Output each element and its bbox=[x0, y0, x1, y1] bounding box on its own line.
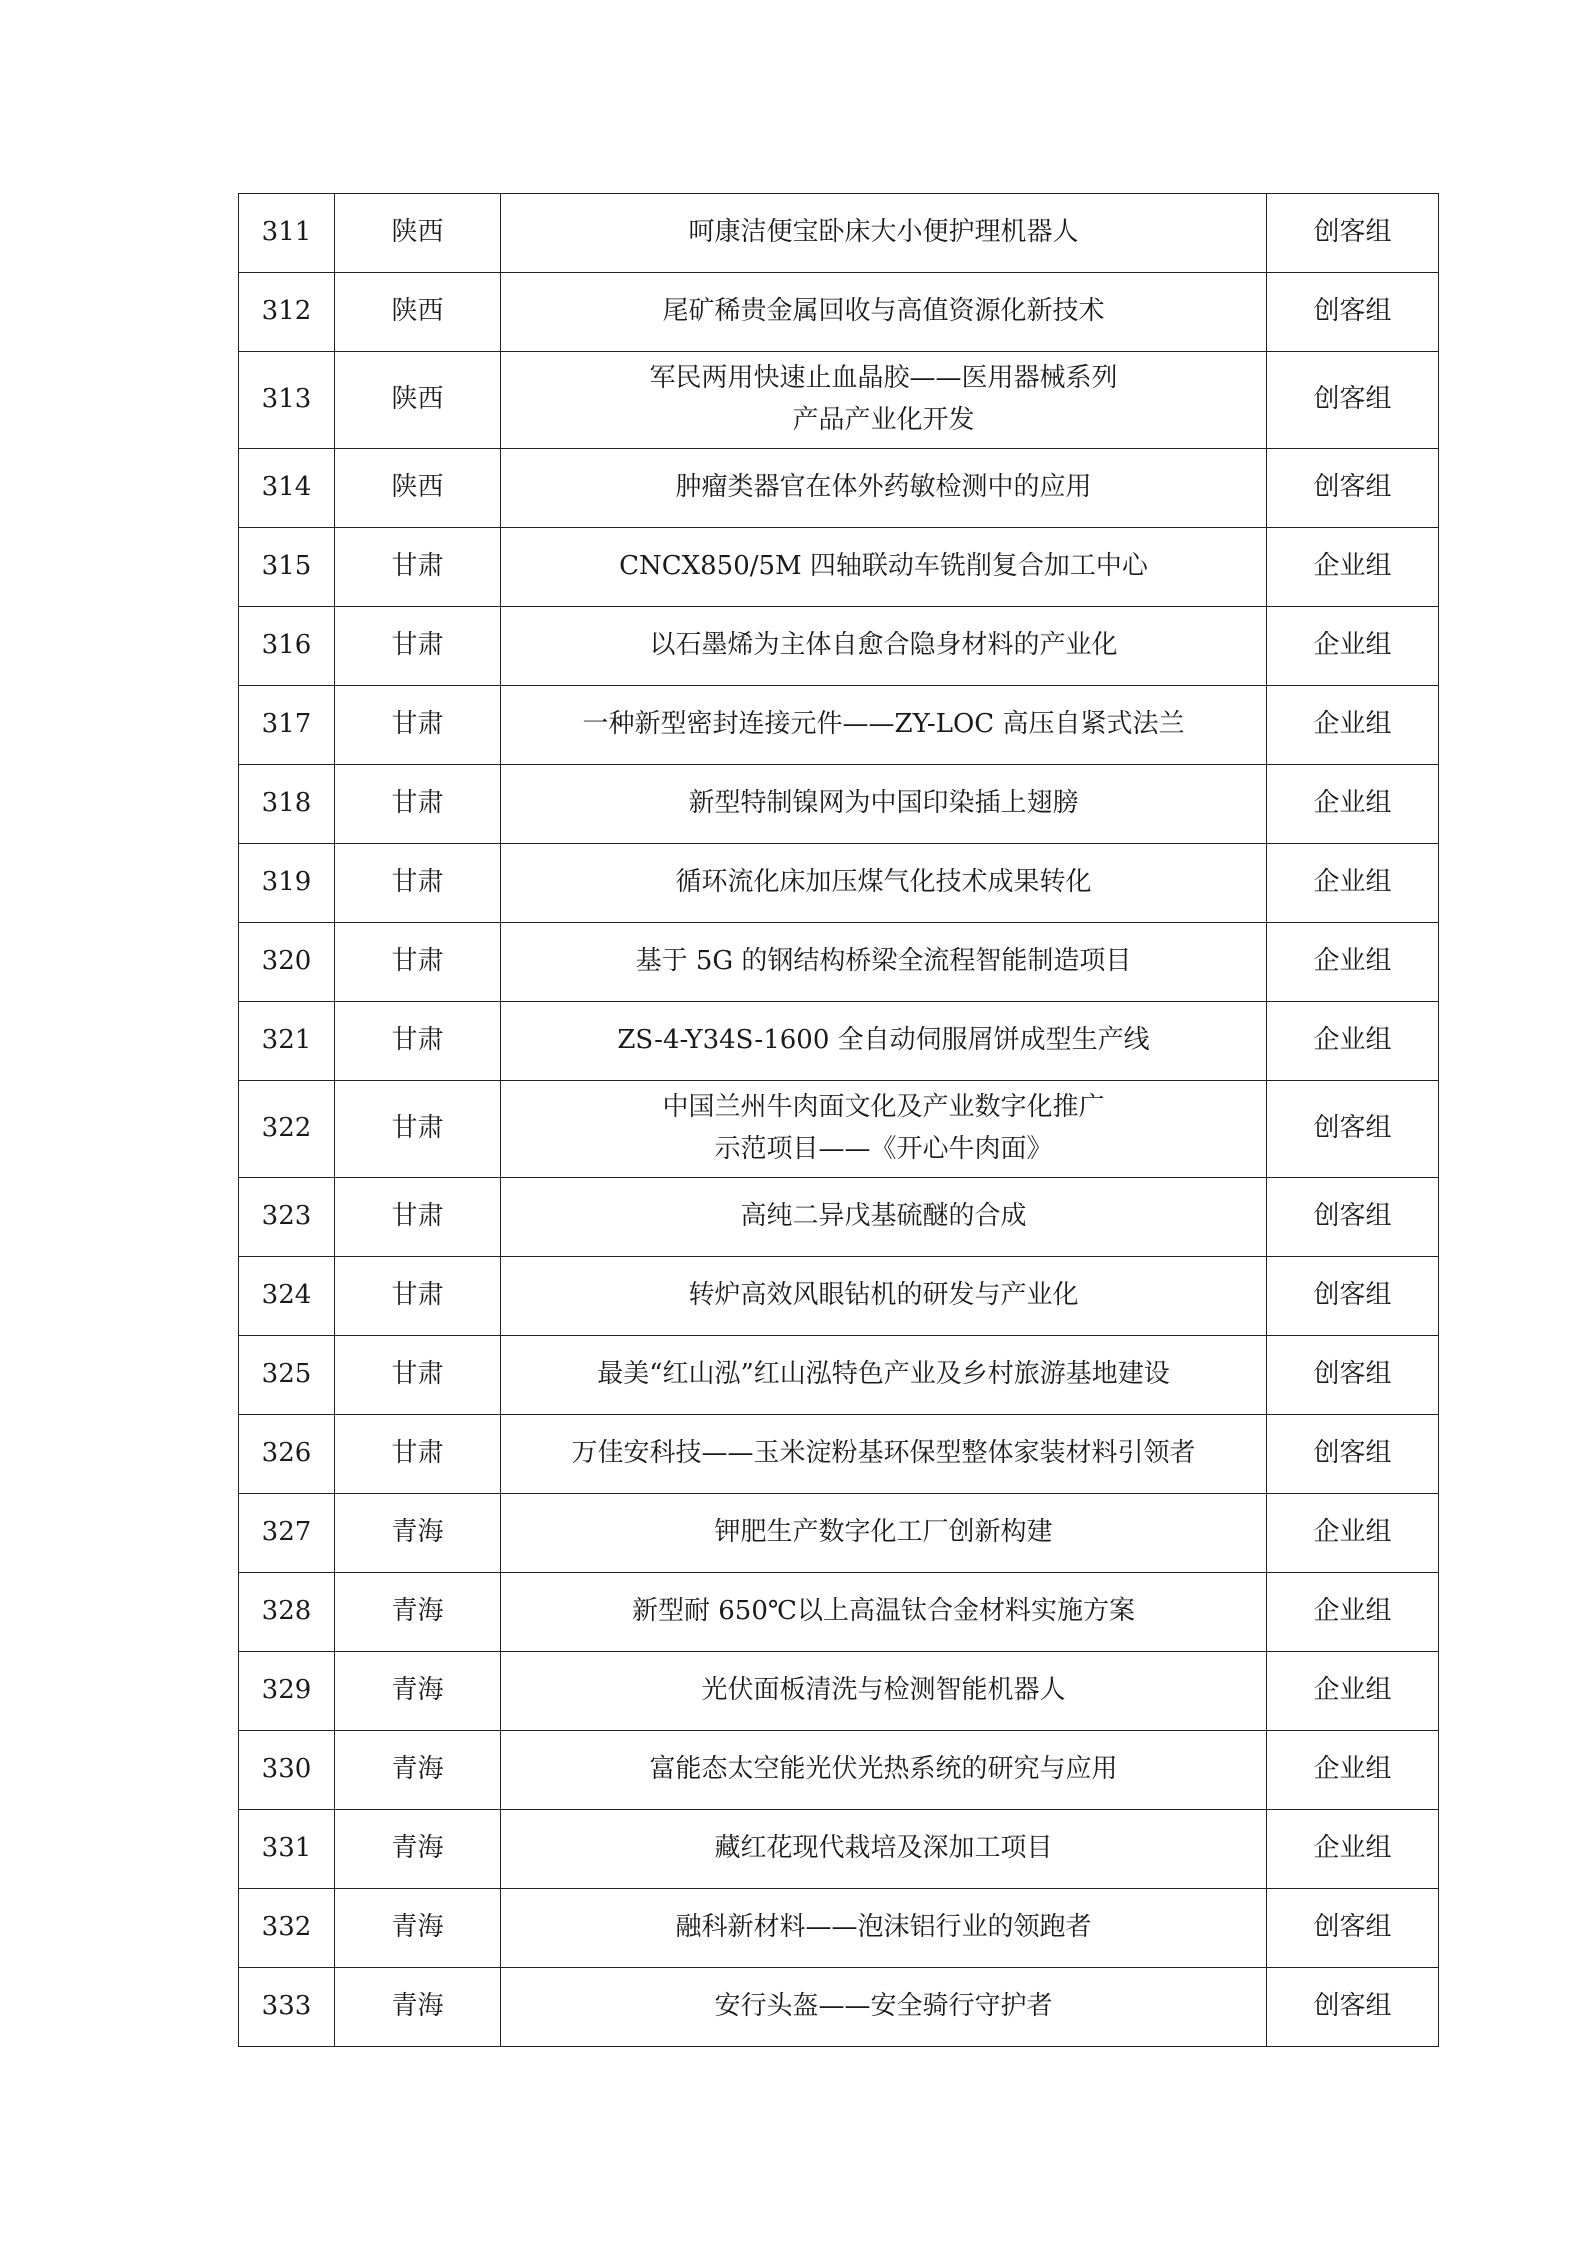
table-row bbox=[239, 765, 1439, 844]
group-cell: 企业组 bbox=[1267, 844, 1439, 923]
row-number-cell: 324 bbox=[239, 1257, 335, 1336]
project-name-cell bbox=[501, 1889, 1267, 1968]
project-name-cell bbox=[501, 1731, 1267, 1810]
province-cell: 甘肃 bbox=[335, 528, 501, 607]
province-cell: 甘肃 bbox=[335, 1336, 501, 1415]
group-cell: 创客组 bbox=[1267, 449, 1439, 528]
province-cell: 甘肃 bbox=[335, 1002, 501, 1081]
row-number-cell: 315 bbox=[239, 528, 335, 607]
project-name-line: 呵康洁便宝卧床大小便护理机器人 bbox=[688, 217, 1079, 248]
province-cell: 青海 bbox=[335, 1810, 501, 1889]
province-cell: 甘肃 bbox=[335, 607, 501, 686]
province-cell: 甘肃 bbox=[335, 844, 501, 923]
table-row bbox=[239, 352, 1439, 449]
project-name-line: 以石墨烯为主体自愈合隐身材料的产业化 bbox=[649, 630, 1118, 661]
row-number-cell: 329 bbox=[239, 1652, 335, 1731]
project-table-body bbox=[239, 194, 1439, 2047]
table-row bbox=[239, 1415, 1439, 1494]
province-cell: 甘肃 bbox=[335, 765, 501, 844]
project-name-line: 新型特制镍网为中国印染插上翅膀 bbox=[688, 788, 1079, 819]
group-cell: 企业组 bbox=[1267, 1573, 1439, 1652]
group-cell: 创客组 bbox=[1267, 352, 1439, 449]
project-name-line: 肿瘤类器官在体外药敏检测中的应用 bbox=[675, 472, 1092, 503]
province-cell: 青海 bbox=[335, 1494, 501, 1573]
row-number-cell: 320 bbox=[239, 923, 335, 1002]
project-name-line: 融科新材料——泡沫铝行业的领跑者 bbox=[675, 1912, 1092, 1943]
project-name-cell bbox=[501, 1494, 1267, 1573]
table-row bbox=[239, 1810, 1439, 1889]
group-cell: 企业组 bbox=[1267, 686, 1439, 765]
province-cell: 甘肃 bbox=[335, 923, 501, 1002]
project-name-cell bbox=[501, 194, 1267, 273]
row-number-cell: 323 bbox=[239, 1178, 335, 1257]
province-cell: 甘肃 bbox=[335, 686, 501, 765]
project-name-line: 尾矿稀贵金属回收与高值资源化新技术 bbox=[662, 296, 1105, 327]
province-cell: 青海 bbox=[335, 1889, 501, 1968]
project-name-line: 一种新型密封连接元件——ZY-LOC 高压自紧式法兰 bbox=[582, 709, 1185, 740]
project-name-line: 新型耐 650℃以上高温钛合金材料实施方案 bbox=[632, 1596, 1135, 1627]
row-number-cell: 314 bbox=[239, 449, 335, 528]
table-row bbox=[239, 449, 1439, 528]
group-cell: 企业组 bbox=[1267, 1002, 1439, 1081]
province-cell: 甘肃 bbox=[335, 1178, 501, 1257]
project-name-cell bbox=[501, 1002, 1267, 1081]
row-number-cell: 331 bbox=[239, 1810, 335, 1889]
project-name-cell bbox=[501, 1257, 1267, 1336]
province-cell: 陕西 bbox=[335, 273, 501, 352]
group-cell: 创客组 bbox=[1267, 1415, 1439, 1494]
province-cell: 青海 bbox=[335, 1573, 501, 1652]
project-name-line: ZS-4-Y34S-1600 全自动伺服屑饼成型生产线 bbox=[617, 1025, 1150, 1056]
project-name-line: 藏红花现代栽培及深加工项目 bbox=[714, 1833, 1053, 1864]
province-cell: 甘肃 bbox=[335, 1257, 501, 1336]
project-name-line: 基于 5G 的钢结构桥梁全流程智能制造项目 bbox=[635, 946, 1132, 977]
project-name-cell bbox=[501, 1652, 1267, 1731]
row-number-cell: 332 bbox=[239, 1889, 335, 1968]
group-cell: 创客组 bbox=[1267, 1081, 1439, 1178]
table-row bbox=[239, 528, 1439, 607]
table-row bbox=[239, 1257, 1439, 1336]
row-number-cell: 311 bbox=[239, 194, 335, 273]
row-number-cell: 326 bbox=[239, 1415, 335, 1494]
group-cell: 创客组 bbox=[1267, 1257, 1439, 1336]
row-number-cell: 327 bbox=[239, 1494, 335, 1573]
group-cell: 创客组 bbox=[1267, 1889, 1439, 1968]
table-row bbox=[239, 194, 1439, 273]
table-row bbox=[239, 1002, 1439, 1081]
group-cell: 企业组 bbox=[1267, 923, 1439, 1002]
project-name-line: 循环流化床加压煤气化技术成果转化 bbox=[675, 867, 1092, 898]
project-name-cell bbox=[501, 923, 1267, 1002]
table-row bbox=[239, 1081, 1439, 1178]
table-row bbox=[239, 686, 1439, 765]
province-cell: 青海 bbox=[335, 1652, 501, 1731]
row-number-cell: 313 bbox=[239, 352, 335, 449]
table-row bbox=[239, 1652, 1439, 1731]
group-cell: 创客组 bbox=[1267, 1178, 1439, 1257]
row-number-cell: 333 bbox=[239, 1968, 335, 2047]
group-cell: 企业组 bbox=[1267, 1810, 1439, 1889]
project-name-cell bbox=[501, 1573, 1267, 1652]
group-cell: 企业组 bbox=[1267, 765, 1439, 844]
project-name-line: 示范项目——《开心牛肉面》 bbox=[714, 1134, 1053, 1164]
row-number-cell: 319 bbox=[239, 844, 335, 923]
row-number-cell: 328 bbox=[239, 1573, 335, 1652]
province-cell: 甘肃 bbox=[335, 1081, 501, 1178]
group-cell: 企业组 bbox=[1267, 1731, 1439, 1810]
project-table bbox=[238, 193, 1439, 2047]
project-name-cell bbox=[501, 273, 1267, 352]
project-name-line: 中国兰州牛肉面文化及产业数字化推广 bbox=[662, 1092, 1105, 1123]
project-name-line: 军民两用快速止血晶胶——医用器械系列 bbox=[649, 363, 1118, 394]
project-name-cell bbox=[501, 1336, 1267, 1415]
province-cell: 陕西 bbox=[335, 194, 501, 273]
table-row bbox=[239, 1494, 1439, 1573]
project-name-cell bbox=[501, 1178, 1267, 1257]
project-name-cell bbox=[501, 1968, 1267, 2047]
project-name-line: CNCX850/5M 四轴联动车铣削复合加工中心 bbox=[619, 551, 1148, 582]
row-number-cell: 317 bbox=[239, 686, 335, 765]
table-row bbox=[239, 1889, 1439, 1968]
project-name-cell bbox=[501, 844, 1267, 923]
group-cell: 企业组 bbox=[1267, 1494, 1439, 1573]
project-name-line: 产品产业化开发 bbox=[792, 405, 975, 435]
province-cell: 甘肃 bbox=[335, 1415, 501, 1494]
table-row bbox=[239, 607, 1439, 686]
project-name-cell bbox=[501, 352, 1267, 449]
row-number-cell: 322 bbox=[239, 1081, 335, 1178]
group-cell: 创客组 bbox=[1267, 273, 1439, 352]
row-number-cell: 321 bbox=[239, 1002, 335, 1081]
project-name-cell bbox=[501, 1081, 1267, 1178]
table-row bbox=[239, 1573, 1439, 1652]
project-name-line: 高纯二异戊基硫醚的合成 bbox=[740, 1201, 1027, 1232]
group-cell: 创客组 bbox=[1267, 1968, 1439, 2047]
table-row bbox=[239, 1178, 1439, 1257]
table-row bbox=[239, 1968, 1439, 2047]
project-name-cell bbox=[501, 765, 1267, 844]
project-name-line: 富能态太空能光伏光热系统的研究与应用 bbox=[649, 1754, 1118, 1785]
project-name-cell bbox=[501, 528, 1267, 607]
project-name-cell bbox=[501, 1415, 1267, 1494]
project-name-line: 最美“红山泓”红山泓特色产业及乡村旅游基地建设 bbox=[597, 1359, 1170, 1390]
row-number-cell: 312 bbox=[239, 273, 335, 352]
project-name-cell bbox=[501, 607, 1267, 686]
row-number-cell: 330 bbox=[239, 1731, 335, 1810]
province-cell: 青海 bbox=[335, 1731, 501, 1810]
group-cell: 创客组 bbox=[1267, 194, 1439, 273]
project-name-line: 安行头盔——安全骑行守护者 bbox=[714, 1991, 1053, 2022]
province-cell: 陕西 bbox=[335, 352, 501, 449]
table-row bbox=[239, 923, 1439, 1002]
province-cell: 陕西 bbox=[335, 449, 501, 528]
project-name-line: 转炉高效风眼钻机的研发与产业化 bbox=[688, 1280, 1079, 1311]
project-name-line: 光伏面板清洗与检测智能机器人 bbox=[701, 1675, 1066, 1706]
project-name-line: 万佳安科技——玉米淀粉基环保型整体家装材料引领者 bbox=[571, 1438, 1196, 1469]
row-number-cell: 318 bbox=[239, 765, 335, 844]
table-row bbox=[239, 844, 1439, 923]
table-row bbox=[239, 1336, 1439, 1415]
group-cell: 企业组 bbox=[1267, 607, 1439, 686]
province-cell: 青海 bbox=[335, 1968, 501, 2047]
project-name-cell bbox=[501, 686, 1267, 765]
project-name-line: 钾肥生产数字化工厂创新构建 bbox=[714, 1517, 1053, 1548]
row-number-cell: 316 bbox=[239, 607, 335, 686]
table-row bbox=[239, 273, 1439, 352]
project-name-cell bbox=[501, 1810, 1267, 1889]
group-cell: 创客组 bbox=[1267, 1336, 1439, 1415]
table-row bbox=[239, 1731, 1439, 1810]
group-cell: 企业组 bbox=[1267, 528, 1439, 607]
group-cell: 企业组 bbox=[1267, 1652, 1439, 1731]
project-name-cell bbox=[501, 449, 1267, 528]
row-number-cell: 325 bbox=[239, 1336, 335, 1415]
